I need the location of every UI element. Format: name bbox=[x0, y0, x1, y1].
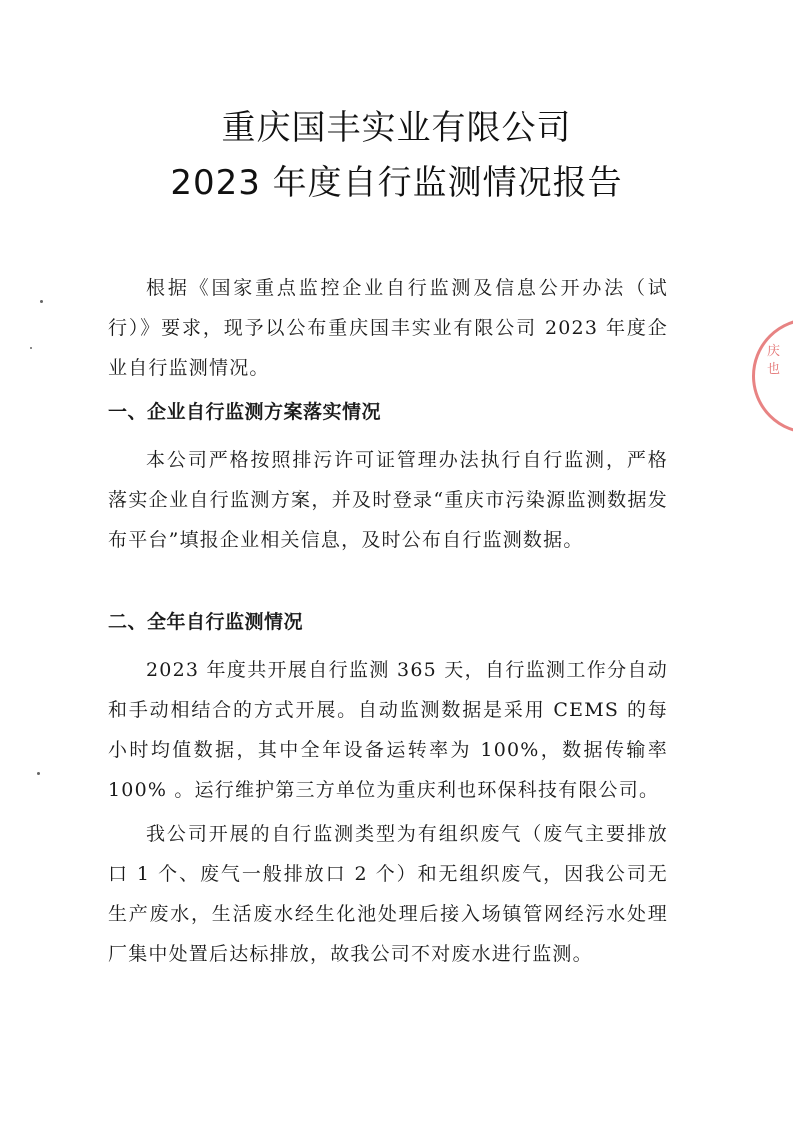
intro-paragraph: 根据《国家重点监控企业自行监测及信息公开办法（试行）》要求，现予以公布重庆国丰实业有限公司 2023 年度企业自行监测情况。 bbox=[108, 277, 668, 379]
section2-paragraph-2: 我公司开展的自行监测类型为有组织废气（废气主要排放口 1 个、废气一般排放口 2 个）和无组织废气，因我公司无生产废水，生活废水经生化池处理后接入场镇管网经污水处理厂集中处置后达标排放，故我公司不对废水进行监测。 bbox=[108, 823, 668, 965]
company-seal-stamp bbox=[752, 318, 793, 434]
document-title-line2: 2023 年度自行监测情况报告 bbox=[170, 163, 623, 203]
scan-speck bbox=[30, 347, 32, 349]
seal-text: 庆 也 bbox=[767, 344, 781, 377]
section2-heading: 二、全年自行监测情况 bbox=[108, 611, 304, 633]
section1-paragraph: 本公司严格按照排污许可证管理办法执行自行监测，严格落实企业自行监测方案，并及时登录“重庆市污染源监测数据发布平台”填报企业相关信息，及时公布自行监测数据。 bbox=[108, 449, 668, 551]
section1-heading: 一、企业自行监测方案落实情况 bbox=[108, 401, 382, 423]
scan-speck bbox=[40, 300, 43, 303]
scan-speck bbox=[37, 772, 40, 775]
section2-paragraph-1: 2023 年度共开展自行监测 365 天，自行监测工作分自动和手动相结合的方式开展。自动监测数据是采用 CEMS 的每小时均值数据，其中全年设备运转率为 100%，数据传输率 100% 。运行维护第三方单位为重庆利也环保科技有限公司。 bbox=[108, 659, 668, 801]
document-title-line1: 重庆国丰实业有限公司 bbox=[221, 108, 572, 148]
